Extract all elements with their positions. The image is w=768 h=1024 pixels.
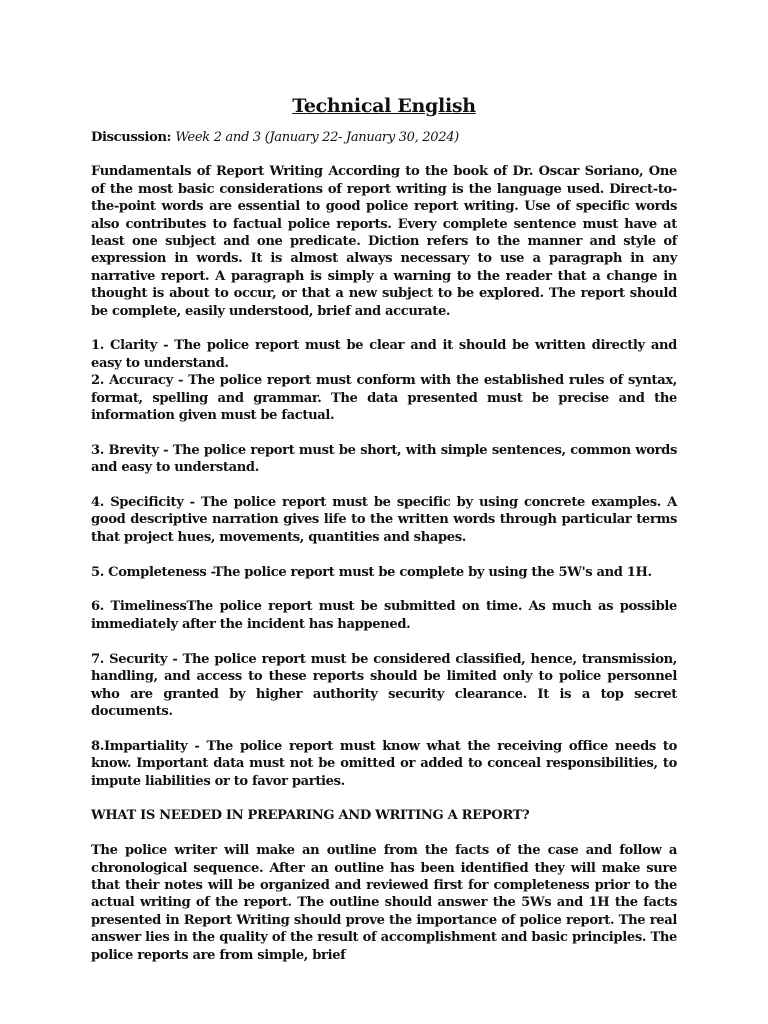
discussion-line	[91, 129, 677, 146]
discussion-value: Week 2 and 3 (January 22- January 30, 2024)	[175, 130, 459, 145]
item-impartiality: 8.Impartiality - The police report must know what the receiving office needs to know. Important data must not be omitted or added to conceal responsibilities, to impute liabilities or to favor parties.	[91, 738, 677, 789]
section-heading: WHAT IS NEEDED IN PREPARING AND WRITING A REPORT?	[91, 808, 530, 824]
item-accuracy: 2. Accuracy - The police report must conform with the established rules of syntax, format, spelling and grammar. The data presented must be precise and the information given must be factual.	[91, 373, 677, 424]
item-security: 7. Security - The police report must be considered classified, hence, transmission, handling, and access to these reports should be limited only to police personnel who are granted by higher authority security clearance. It is a top secret documents.	[91, 651, 677, 719]
discussion-label: Discussion:	[91, 130, 172, 145]
item-clarity: 1. Clarity - The police report must be clear and it should be written directly and easy to understand.	[91, 338, 677, 371]
document-title: Technical English	[292, 95, 476, 117]
item-timeliness: 6. TimelinessThe police report must be submitted on time. As much as possible immediately after the incident has happened.	[91, 599, 677, 632]
item-completeness: 5. Completeness -The police report must be complete by using the 5W's and 1H.	[91, 564, 652, 580]
closing-paragraph: The police writer will make an outline from the facts of the case and follow a chronological sequence. After an outline has been identified they will make sure that their notes will be organized and reviewed first for completeness prior to the actual writing of the report. The outline should answer the 5Ws and 1H the facts presented in Report Writing should prove the importance of police report. The real answer lies in the quality of the result of accomplishment and basic principles. The police reports are from simple, brief	[91, 843, 677, 963]
item-specificity: 4. Specificity - The police report must be specific by using concrete examples. A good descriptive narration gives life to the written words through particular terms that project hues, movements, quantities and shapes.	[91, 495, 677, 545]
item-brevity: 3. Brevity - The police report must be short, with simple sentences, common words and easy to understand.	[91, 442, 677, 476]
document-page	[91, 93, 677, 981]
intro-paragraph: Fundamentals of Report Writing According to the book of Dr. Oscar Soriano, One of the most basic considerations of report writing is the language used. Direct-to-the-point words are essential to good police report writing. Use of specific words also contributes to factual police reports. Every complete sentence must have at least one subject and one predicate. Diction refers to the manner and style of expression in words. It is almost always necessary to use a paragraph in any narrative report. A paragraph is simply a warning to the reader that a change in thought is about to occur, or that a new subject to be explored. The report should be complete, easily understood, brief and accurate.	[91, 164, 677, 319]
